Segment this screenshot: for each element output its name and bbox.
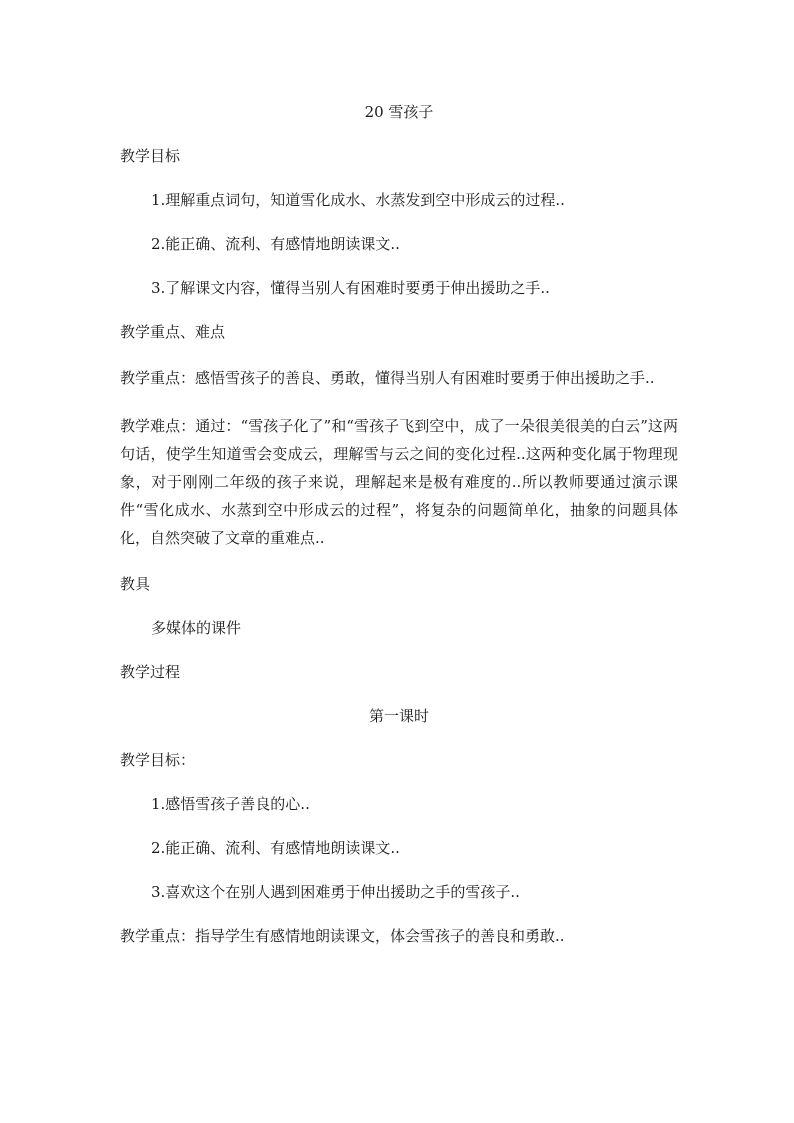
section-heading-process: 教学过程 xyxy=(120,663,181,681)
goal-item-2: 2.能正确、流利、有感情地朗读课文.. xyxy=(151,235,400,253)
document-title: 20 雪孩子 xyxy=(364,103,434,121)
difficulty-paragraph: 教学难点：通过：“雪孩子化了”和“雪孩子飞到空中，成了一朵很美很美的白云”这两句话，使学生知道雪会变成云，理解雪与云之间的变化过程..这两种变化属于物理现象，对于刚刚二年级的孩子来说，理解起来是极有难度的..所以教师要通过演示课件“雪化成水、水蒸到空中形成云的过程”，将复杂的问题简单化，抽象的问题具体化，自然突破了文章的重难点.. xyxy=(120,417,678,547)
lesson-goal-item-2: 2.能正确、流利、有感情地朗读课文.. xyxy=(151,839,400,857)
lesson-goal-item-3: 3.喜欢这个在别人遇到困难勇于伸出援助之手的雪孩子.. xyxy=(151,883,520,901)
lesson-goal-heading: 教学目标： xyxy=(120,751,196,769)
tools-item: 多媒体的课件 xyxy=(151,619,242,637)
goal-item-1: 1.理解重点词句，知道雪化成水、水蒸发到空中形成云的过程.. xyxy=(151,191,565,209)
key-point-paragraph: 教学重点：感悟雪孩子的善良、勇敢，懂得当别人有困难时要勇于伸出援助之手.. xyxy=(120,369,655,387)
lesson-key-point: 教学重点：指导学生有感情地朗读课文，体会雪孩子的善良和勇敢.. xyxy=(120,927,565,945)
document-body xyxy=(120,100,678,968)
goal-item-3: 3.了解课文内容，懂得当别人有困难时要勇于伸出援助之手.. xyxy=(151,279,550,297)
lesson-goal-item-1: 1.感悟雪孩子善良的心.. xyxy=(151,795,310,813)
section-heading-key-points: 教学重点、难点 xyxy=(120,323,226,341)
section-heading-goals: 教学目标 xyxy=(120,147,181,165)
section-heading-tools: 教具 xyxy=(120,575,151,593)
lesson-title: 第一课时 xyxy=(368,707,429,725)
